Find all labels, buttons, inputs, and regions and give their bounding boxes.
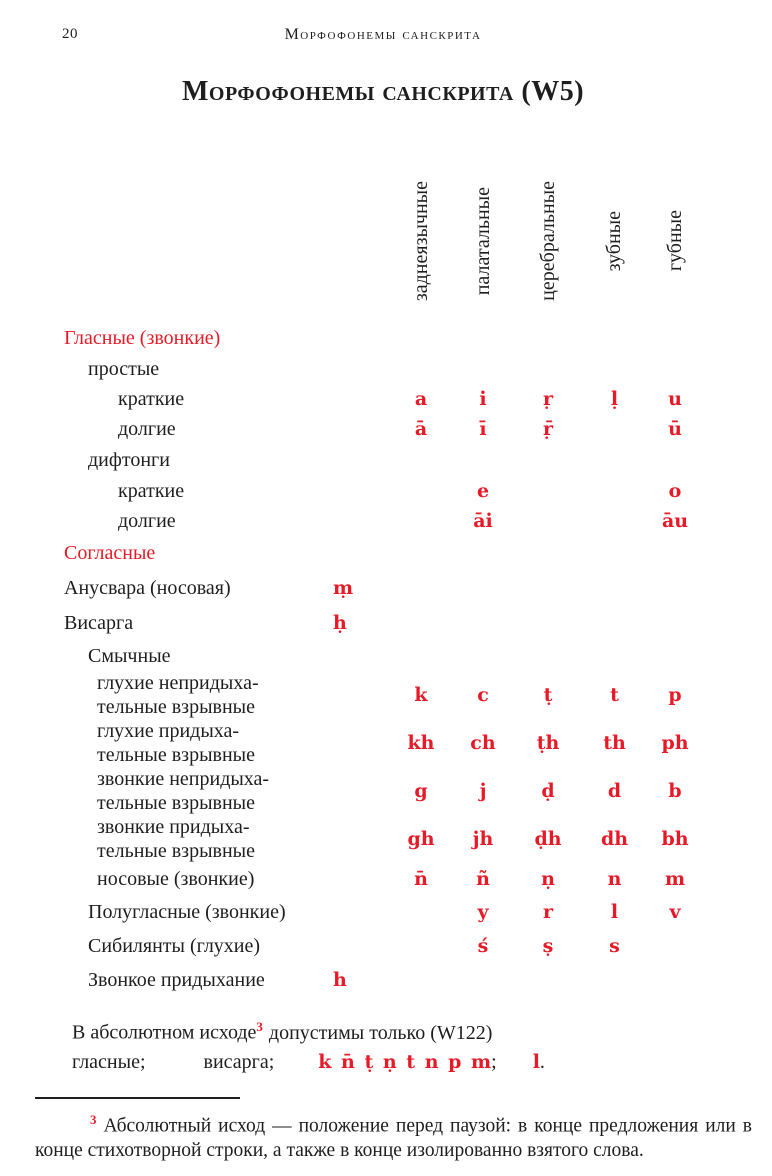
footnote-rule [35, 1097, 240, 1099]
phoneme-cell: āi [473, 510, 493, 532]
table-row [60, 815, 706, 863]
phoneme-cell: ch [470, 732, 496, 754]
row-label [60, 719, 330, 767]
table-row [60, 640, 706, 671]
column-header-label: заднеязычные [409, 180, 432, 302]
table-row [60, 444, 706, 476]
table-row [60, 767, 706, 815]
page-header [60, 26, 706, 48]
row-label [60, 815, 330, 863]
phoneme-cell: u [668, 388, 682, 410]
table-row [60, 963, 706, 997]
phoneme-cell: o [668, 480, 682, 502]
allowed-item-vowels: гласные; [72, 1050, 146, 1073]
row-label-line2: тельные взрывные [97, 696, 255, 718]
phoneme-cell: j [479, 780, 487, 802]
row-label: Гласные (звонкие) [64, 327, 221, 349]
footnote-reference: 3 [256, 1019, 263, 1034]
period: . [539, 1050, 545, 1073]
row-label: краткие [118, 388, 185, 410]
phoneme-cell: i [479, 388, 487, 410]
phoneme-cell: ḷ [610, 388, 619, 410]
row-label-line1: глухие придыха- [97, 720, 240, 742]
phoneme-cell: th [603, 732, 626, 754]
phoneme-cell: ṭh [536, 732, 560, 754]
phoneme-cell: t [610, 684, 619, 706]
column-header-label: зубные [603, 210, 625, 272]
row-label: простые [88, 358, 160, 380]
row-label: Звонкое придыхание [88, 969, 265, 991]
phoneme-cell: c [477, 684, 489, 706]
phoneme-cell: r [542, 900, 553, 923]
row-slot: ḥ [333, 611, 347, 634]
table-row [60, 719, 706, 767]
phoneme-cell: k [414, 684, 428, 706]
allowed-phoneme-list: k n̄ ṭ ṇ t n p m [318, 1050, 492, 1073]
row-label-line1: звонкие придыха- [97, 816, 250, 838]
table-row [60, 354, 706, 384]
phoneme-cell: v [669, 900, 681, 923]
phoneme-cell: a [414, 388, 428, 410]
row-label: краткие [118, 480, 185, 502]
phoneme-cell: p [668, 684, 682, 706]
allowed-item-visarga: висарга; [203, 1050, 275, 1073]
phoneme-cell: y [477, 900, 489, 923]
column-header-palatal [452, 160, 514, 322]
phoneme-cell: e [476, 480, 490, 502]
phoneme-cell: ṝ [542, 418, 553, 440]
phoneme-cell: gh [407, 828, 435, 850]
phoneme-cell: ṇ [541, 868, 555, 890]
page-title: Морфофонемы санскрита (W5) [181, 76, 585, 107]
summary-text-pre: В абсолютном исходе [72, 1021, 257, 1044]
footnote-body: Абсолютный исход — положение перед паузой: в конце предложения или в конце стихотворной строки, а также в конце изолированно взятого слова. [35, 1115, 752, 1162]
row-label-line1: глухие непридыха- [97, 672, 259, 694]
row-label: долгие [118, 510, 176, 532]
phoneme-cell: ph [661, 732, 689, 754]
phoneme-cell: ṛ [542, 388, 553, 410]
column-header-dental [582, 160, 647, 322]
phoneme-cell: m [664, 868, 686, 890]
phoneme-cell: ī [479, 418, 487, 440]
phoneme-cell: g [414, 780, 428, 802]
table-row [60, 536, 706, 570]
table-row [60, 322, 706, 354]
row-label: Согласные [64, 542, 156, 564]
row-label-line2: тельные взрывные [97, 840, 255, 862]
column-header-label: церебральные [536, 181, 559, 301]
phoneme-cell: ḍ [541, 780, 555, 802]
row-label-line2: тельные взрывные [97, 792, 255, 814]
phoneme-cell: jh [472, 828, 494, 850]
phoneme-cell: d [607, 780, 622, 802]
phoneme-cell: ñ [476, 868, 490, 890]
phoneme-cell: kh [407, 732, 435, 754]
row-label-line1: звонкие непридыха- [97, 768, 270, 790]
row-label: Анусвара (носовая) [64, 576, 231, 599]
footnote-block [35, 1097, 752, 1164]
table-row [60, 506, 706, 536]
table-row [60, 671, 706, 719]
column-header-cerebral [514, 160, 582, 322]
row-label [60, 767, 330, 815]
table-row [60, 863, 706, 895]
row-label: Сибилянты (глухие) [88, 934, 261, 957]
phoneme-cell: s [609, 934, 620, 957]
column-header-label: палатальные [471, 186, 494, 296]
table-row [60, 476, 706, 506]
summary-text-post: допустимы только (W122) [268, 1021, 493, 1044]
semicolon: ; [491, 1050, 497, 1073]
row-label: носовые (звонкие) [97, 868, 255, 890]
row-label: Полугласные (звонкие) [88, 900, 286, 923]
summary-line-1 [72, 1013, 706, 1047]
phoneme-cell: b [668, 780, 682, 802]
row-slot: ṃ [333, 576, 354, 599]
table-row [60, 570, 706, 605]
table-row [60, 895, 706, 928]
row-label: дифтонги [88, 449, 170, 471]
row-slot: h [333, 969, 347, 991]
row-label: долгие [118, 418, 176, 440]
column-header-labial [647, 160, 703, 322]
summary-paragraph [60, 1013, 706, 1077]
footnote-text [35, 1107, 752, 1164]
table-row [60, 605, 706, 640]
row-label-line2: тельные взрывные [97, 744, 255, 766]
column-header-velar [390, 160, 452, 322]
phoneme-cell: ś [477, 934, 489, 957]
row-label: Смычные [88, 644, 171, 667]
phoneme-cell: ū [668, 418, 682, 440]
footnote-marker: 3 [90, 1111, 97, 1127]
row-label: Висарга [64, 611, 134, 634]
phoneme-cell: n̄ [414, 868, 428, 890]
table-row [60, 928, 706, 963]
row-label [60, 671, 330, 719]
phoneme-table [60, 160, 706, 997]
phoneme-cell: bh [661, 828, 689, 850]
phoneme-cell: āu [661, 510, 689, 532]
phoneme-cell: l [610, 900, 619, 923]
phoneme-cell: ā [414, 418, 428, 440]
phoneme-cell: dh [600, 828, 629, 850]
phoneme-cell: n [607, 868, 622, 890]
summary-line-2 [72, 1047, 706, 1077]
running-head: Морфофонемы санскрита [284, 26, 482, 43]
phoneme-cell: ḍh [534, 828, 562, 850]
column-headers-row [60, 160, 706, 322]
table-row [60, 384, 706, 414]
column-header-label: губные [663, 210, 686, 272]
phoneme-cell: ṭ [543, 684, 553, 706]
allowed-phoneme-l: l [532, 1050, 540, 1073]
page-number: 20 [62, 26, 78, 42]
phoneme-cell: ṣ [542, 934, 554, 957]
table-row [60, 414, 706, 444]
